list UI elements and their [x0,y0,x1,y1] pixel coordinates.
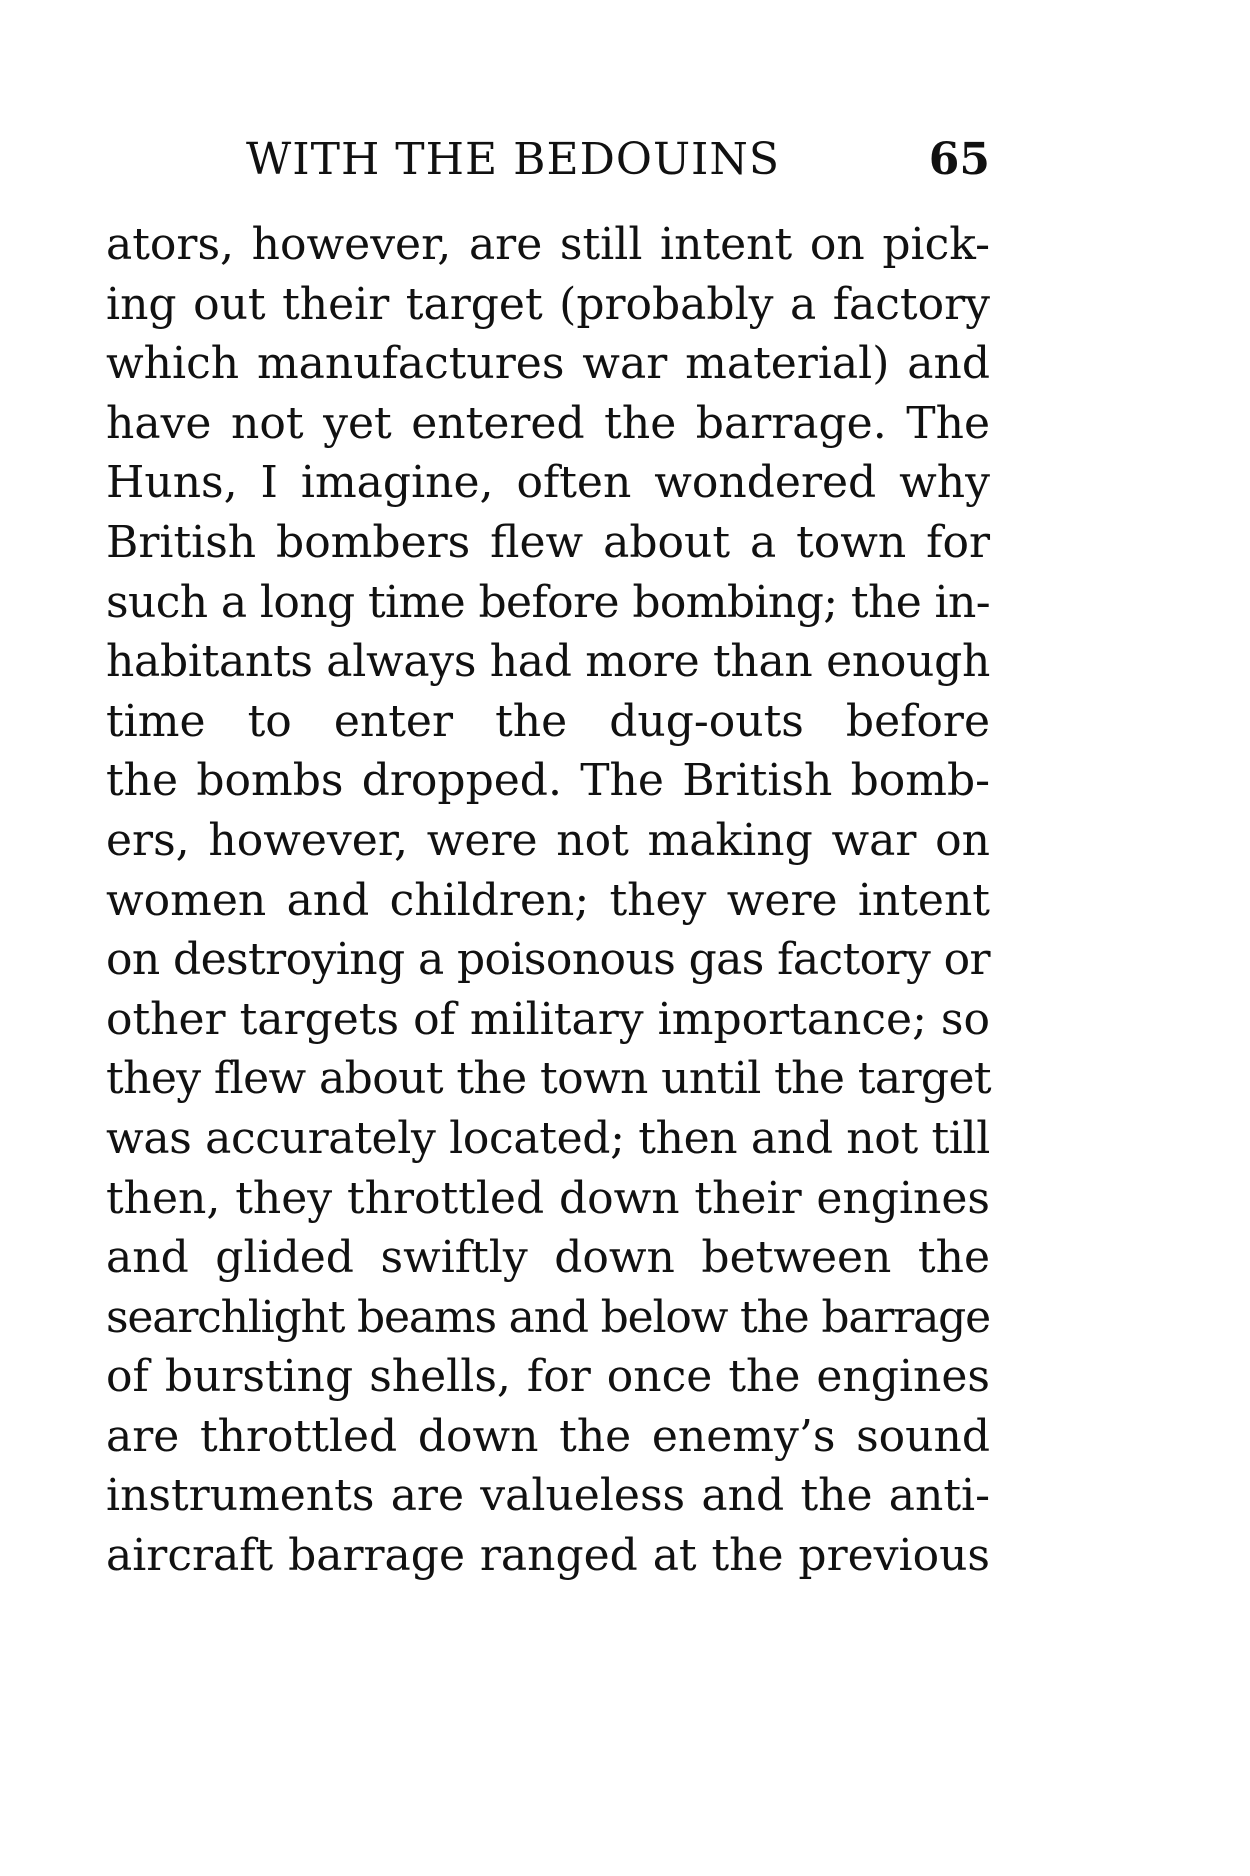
text-line: searchlight beams and below the barrage [106,1291,990,1343]
text-line: they flew about the town until the target [106,1053,992,1105]
text-line: instruments are valueless and the anti- [106,1470,990,1522]
text-line: such a long time before bombing; the in- [106,576,990,628]
text-line: ators, however, are still intent on pick- [106,219,990,270]
text-line: women and children; they were intent [106,874,990,926]
running-head [246,130,990,190]
text-line: and glided swiftly down between the [106,1232,990,1284]
text-line: Huns, I imagine, often wondered why [106,457,990,509]
text-line: habitants always had more than enough [106,636,990,688]
body-text [106,215,990,1586]
text-line: ers, however, were not making war on [106,814,990,866]
running-title: WITH THE BEDOUINS [246,134,781,185]
text-line: time to enter the dug-outs before [106,695,990,747]
text-line: ing out their target (probably a factory [106,278,990,330]
text-line: of bursting shells, for once the engines [106,1351,990,1403]
text-line: then, they throttled down their engines [106,1172,990,1224]
page-number: 65 [928,134,990,185]
text-line: on destroying a poisonous gas factory or [106,934,990,986]
text-line: the bombs dropped. The British bomb- [106,755,990,807]
text-line: other targets of military importance; so [106,993,990,1045]
text-line: British bombers flew about a town for [106,516,990,568]
text-line: have not yet entered the barrage. The [106,397,990,449]
text-line: which manufactures war material) and [106,338,990,390]
text-line: are throttled down the enemy’s sound [106,1410,990,1462]
text-line: aircraft barrage ranged at the previous [106,1530,990,1582]
text-line: was accurately located; then and not till [106,1112,990,1164]
